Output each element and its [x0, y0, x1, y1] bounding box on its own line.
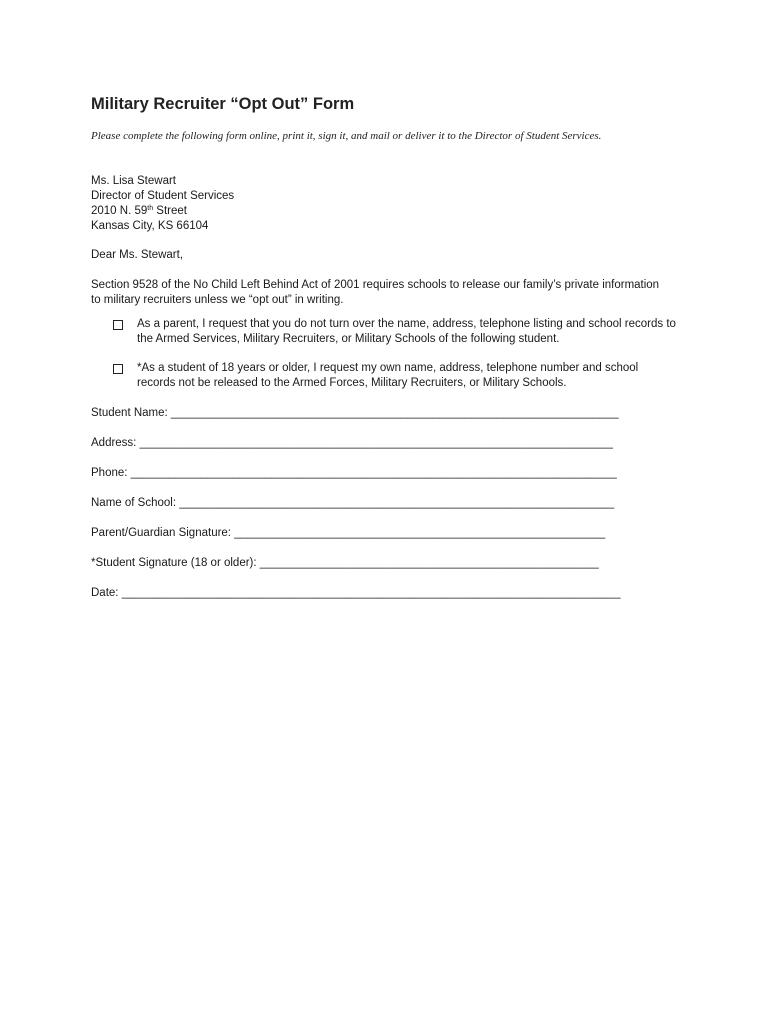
address-field[interactable]	[91, 436, 663, 451]
student-name-line[interactable]: ______________________________________________________________________	[170, 407, 619, 419]
parent-checkbox[interactable]	[113, 320, 123, 330]
street-number: 2010 N. 59	[91, 205, 148, 217]
student-signature-line[interactable]: _____________________________________________________	[259, 557, 599, 569]
student-signature-field[interactable]	[91, 556, 663, 571]
form-title: Military Recruiter “Opt Out” Form	[91, 95, 355, 113]
form-instructions: Please complete the following form online, print it, sign it, and mail or deliver it to the Director of Student Services.	[91, 130, 602, 142]
student-name-field[interactable]	[91, 406, 663, 421]
student-signature-label: *Student Signature (18 or older):	[91, 557, 260, 569]
recipient-street	[91, 204, 691, 219]
school-name-field[interactable]	[91, 496, 663, 511]
student-name-label: Student Name:	[91, 407, 171, 419]
phone-label: Phone:	[91, 467, 131, 479]
parent-signature-label: Parent/Guardian Signature:	[91, 527, 235, 539]
school-name-line[interactable]: ____________________________________________________________________	[179, 497, 615, 509]
date-label: Date:	[91, 587, 122, 599]
recipient-position: Director of Student Services	[91, 190, 235, 202]
date-line[interactable]: ______________________________________________________________________________	[121, 587, 621, 599]
parent-signature-line[interactable]: __________________________________________________________	[234, 527, 606, 539]
phone-line[interactable]: ____________________________________________________________________________	[130, 467, 617, 479]
option-student	[91, 361, 677, 391]
form-fields	[91, 406, 691, 601]
phone-field[interactable]	[91, 466, 663, 481]
street-ordinal-suffix: th	[147, 205, 154, 212]
date-field[interactable]	[91, 586, 663, 601]
option-parent	[91, 317, 677, 347]
opt-out-form-page	[91, 94, 691, 616]
school-name-label: Name of School:	[91, 497, 180, 509]
address-label: Address:	[91, 437, 140, 449]
letter-intro: Section 9528 of the No Child Left Behind Act of 2001 requires schools to release our family’s private information to military recruiters unless we “opt out” in writing.	[91, 279, 660, 306]
recipient-city: Kansas City, KS 66104	[91, 220, 209, 232]
option-parent-text: As a parent, I request that you do not turn over the name, address, telephone listing and school records to the Armed Services, Military Recruiters, or Military Schools of the following student.	[137, 318, 676, 345]
parent-signature-field[interactable]	[91, 526, 663, 541]
option-student-text: *As a student of 18 years or older, I request my own name, address, telephone number and school records not be released to the Armed Forces, Military Recruiters, or Military Schools.	[137, 362, 639, 389]
address-line[interactable]: __________________________________________________________________________	[139, 437, 613, 449]
student-checkbox[interactable]	[113, 364, 123, 374]
recipient-name: Ms. Lisa Stewart	[91, 175, 176, 187]
street-name: Street	[153, 205, 187, 217]
letter-greeting: Dear Ms. Stewart,	[91, 249, 184, 261]
recipient-address-block	[91, 174, 691, 234]
